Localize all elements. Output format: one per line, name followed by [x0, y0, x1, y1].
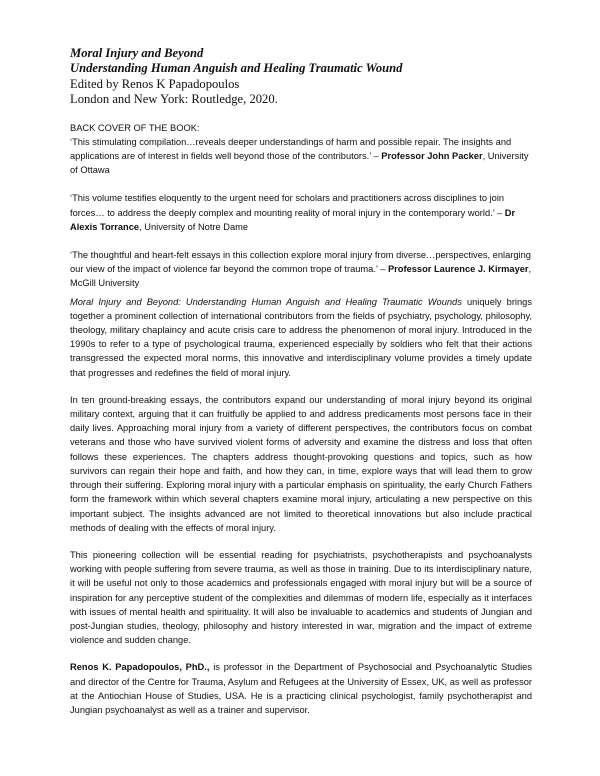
bio-name: Renos K. Papadopoulos, PhD., — [70, 662, 210, 673]
document-body — [70, 121, 532, 718]
essays-paragraph: In ten ground-breaking essays, the contributors expand our understanding of moral injury beyond its original military context, arguing that it can fruitfully be applied to and address predicaments most persons face in their daily lives. Approaching moral injury from a variety of different perspectives, the contributors focus on combat veterans and those who have survived violent forms of adversity and examine the distress and loss that often follows these experiences. The chapters address thought-provoking questions and topics, such as how survivors can regain their hope and faith, and how they can, in time, explore ways that will lead them to grow through their suffering. Exploring moral injury with a particular emphasis on spirituality, the early Church Fathers form the framework within which several chapters examine moral injury, articulating a new perspective on this important subject. The insights advanced are not limited to theoretical innovations but also include practical methods of dealing with the effects of moral injury. — [70, 394, 532, 533]
intro-paragraph — [70, 295, 532, 380]
book-subtitle: Understanding Human Anguish and Healing Traumatic Wound — [70, 61, 403, 76]
quote-text: ‘This volume testifies eloquently to the urgent need for scholars and practitioners across disciplines to join forces… to address the deeply complex and mounting reality of moral injury in the contemporary world.’ – — [70, 193, 505, 218]
document-page — [70, 46, 532, 717]
intro-text: uniquely brings together a prominent collection of international contributors from the fields of psychiatry, psychology, philosophy, theology, military chaplaincy and acute crisis care to address the phenomenon of moral injury. Introduced in the 1990s to refer to a type of psychological trauma, experienced especially by soldiers who felt that their actions transgressed the expected moral norms, this innovative and interdisciplinary volume provides a timely update that progresses and redefines the field of moral injury. — [70, 296, 532, 378]
quote-author: Professor John Packer — [381, 151, 483, 162]
quote-affiliation: , University of Ottawa — [70, 151, 529, 176]
back-cover-label: BACK COVER OF THE BOOK: — [70, 122, 200, 133]
author-bio-paragraph — [70, 660, 532, 717]
quote-affiliation: , University of Notre Dame — [139, 221, 249, 232]
book-title: Moral Injury and Beyond — [70, 46, 204, 60]
book-editor: Edited by Renos K Papadopoulos — [70, 76, 240, 91]
book-header — [70, 46, 532, 108]
quote-text: ‘The thoughtful and heart-felt essays in this collection explore moral injury from diverse…perspectives, enlarging our view of the impact of violence far beyond the common trope of trauma.’ – — [70, 250, 531, 275]
book-publisher: London and New York: Routledge, 2020. — [70, 92, 278, 107]
quote-affiliation: , McGill University — [70, 264, 532, 289]
bio-text: is professor in the Department of Psychosocial and Psychoanalytic Studies and director of the Centre for Trauma, Asylum and Refugees at the University of Essex, UK, as well as professor at the Antiochian House of Studies, USA. He is a practicing clinical psychologist, family psychotherapist and Jungian psychoanalyst as well as a trainer and supervisor. — [70, 662, 532, 715]
quote-torrance — [70, 191, 532, 234]
quote-packer — [70, 135, 532, 178]
intro-book-title: Moral Injury and Beyond: Understanding Human Anguish and Healing Traumatic Wounds — [70, 296, 462, 307]
quote-kirmayer — [70, 248, 532, 291]
quote-text: ‘This stimulating compilation…reveals deeper understandings of harm and possible repair. The insights and applications are of interest in fields well beyond those of the contributors.’ – — [70, 136, 512, 162]
pioneering-paragraph: This pioneering collection will be essential reading for psychiatrists, psychotherapists and psychoanalysts working with people suffering from severe trauma, as well as those in training. Due to its interdisciplinary nature, it will be useful not only to those academics and professionals engaged with moral injury but will be a source of inspiration for any perceptive student of the complexities and dilemmas of modern life, especially as it interfaces with issues of mental health and spirituality. It will also be invaluable to academics and students of Jungian and post-Jungian studies, theology, philosophy and history interested in war, migration and the impact of extreme violence and sudden change. — [70, 549, 532, 646]
quote-author: Dr Alexis Torrance — [70, 207, 516, 232]
quote-author: Professor Laurence J. Kirmayer — [387, 264, 529, 275]
